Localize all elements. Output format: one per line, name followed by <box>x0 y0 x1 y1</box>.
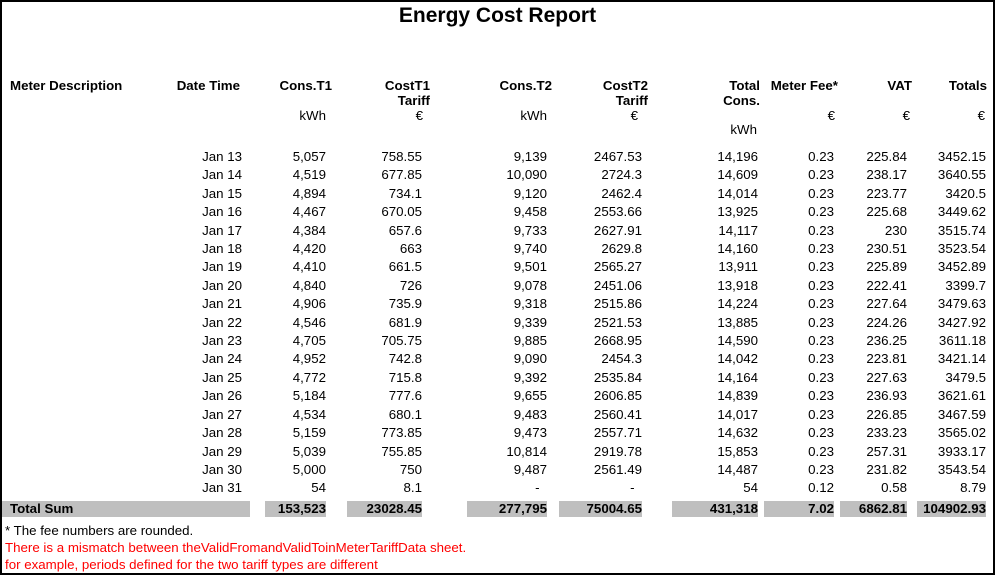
cell-meter-description <box>2 350 152 368</box>
cell-meter-fee: 0.23 <box>808 406 834 422</box>
cell-vat: 0.58 <box>881 480 907 496</box>
total-cost-t2: 75004.65 <box>554 498 650 521</box>
table-row <box>2 387 995 405</box>
cell-cost-t2: 2561.49 <box>593 461 642 477</box>
cell-totals: 3479.63 <box>937 296 986 312</box>
cell-cost-t1: 670.05 <box>381 204 422 220</box>
table-row <box>2 424 995 442</box>
cell-meter-fee: 0.23 <box>808 369 834 385</box>
col-header-totals: Totals € <box>948 78 987 123</box>
cell-cost-t2: 2451.06 <box>593 277 642 293</box>
cell-cost-t1: 742.8 <box>388 351 422 367</box>
table-row <box>2 461 995 479</box>
cell-meter-fee: 0.12 <box>808 480 834 496</box>
cell-date-time: Jan 19 <box>202 259 242 275</box>
cell-date-time: Jan 27 <box>202 406 242 422</box>
cell-vat: 231.82 <box>866 461 907 477</box>
cell-totals: 3523.54 <box>937 241 986 257</box>
cell-total-cons: 13,911 <box>718 259 758 275</box>
cell-meter-description <box>2 406 152 424</box>
tariff-warning-line2: for example, periods defined for the two tariff types are different <box>5 557 378 572</box>
cell-meter-fee: 0.23 <box>808 314 834 330</box>
table-row <box>2 369 995 387</box>
cell-cost-t1: 663 <box>399 241 422 257</box>
cell-meter-fee: 0.23 <box>808 167 834 183</box>
total-sum-label-cell <box>2 498 242 521</box>
total-sum-row <box>2 498 995 521</box>
cell-cons-t2: 9,733 <box>513 222 547 238</box>
cell-cost-t2: 2462.4 <box>601 185 642 201</box>
cell-meter-description <box>2 203 152 221</box>
table-row <box>2 443 995 461</box>
cell-cost-t1: 715.8 <box>388 369 422 385</box>
cell-date-time: Jan 25 <box>202 369 242 385</box>
cell-totals: 3452.89 <box>937 259 986 275</box>
header-spacer <box>2 137 995 148</box>
cell-meter-fee: 0.23 <box>808 296 834 312</box>
cell-cost-t2: - <box>630 480 642 496</box>
cell-totals: 3565.02 <box>937 425 986 441</box>
cell-cons-t2: 9,458 <box>513 204 547 220</box>
cell-totals: 3421.14 <box>937 351 986 367</box>
cell-total-cons: 14,117 <box>718 222 758 238</box>
cell-cons-t2: 9,139 <box>513 149 547 164</box>
cell-vat: 224.26 <box>866 314 907 330</box>
cell-cost-t2: 2724.3 <box>601 167 642 183</box>
cell-cost-t2: 2535.84 <box>593 369 642 385</box>
cell-cons-t2: 9,501 <box>513 259 547 275</box>
col-header-meter-fee: Meter Fee* € <box>770 78 838 123</box>
cell-cost-t1: 8.1 <box>403 480 422 496</box>
cell-meter-description <box>2 166 152 184</box>
table-row <box>2 166 995 184</box>
col-header-date-time: Date Time <box>176 78 240 93</box>
cell-total-cons: 14,160 <box>717 241 758 257</box>
energy-cost-table <box>2 72 995 521</box>
col-header-meter-description: Meter Description <box>10 78 123 93</box>
cell-totals: 3399.7 <box>945 277 986 293</box>
cell-cost-t2: 2629.8 <box>601 241 642 257</box>
cell-meter-description <box>2 479 152 497</box>
cell-vat: 257.31 <box>866 443 907 459</box>
cell-totals: 3479.5 <box>945 369 986 385</box>
cell-vat: 222.41 <box>866 277 907 293</box>
cell-vat: 236.25 <box>866 333 907 349</box>
cell-date-time: Jan 13 <box>202 149 242 164</box>
table-row <box>2 148 995 166</box>
table-row <box>2 350 995 368</box>
cell-total-cons: 14,224 <box>717 296 758 312</box>
cell-cost-t2: 2919.78 <box>593 443 642 459</box>
cell-date-time: Jan 29 <box>202 443 242 459</box>
cell-cons-t1: 4,467 <box>292 204 326 220</box>
cell-cons-t2: 10,090 <box>506 167 547 183</box>
cell-vat: 223.77 <box>866 185 907 201</box>
cell-cons-t1: 4,894 <box>292 185 326 201</box>
cell-meter-fee: 0.23 <box>808 333 834 349</box>
cell-cons-t1: 4,410 <box>292 259 326 275</box>
cell-cons-t2: 9,483 <box>513 406 547 422</box>
cell-cons-t1: 4,420 <box>292 241 326 257</box>
cell-vat: 230 <box>884 222 907 238</box>
table-body <box>2 148 995 498</box>
cell-meter-description <box>2 277 152 295</box>
cell-date-time: Jan 31 <box>202 480 242 496</box>
cell-date-time: Jan 30 <box>202 461 242 477</box>
cell-cons-t1: 54 <box>311 480 326 496</box>
cell-cons-t2: 10,814 <box>506 443 547 459</box>
cell-vat: 223.81 <box>866 351 907 367</box>
table-footer <box>2 498 995 521</box>
cell-date-time: Jan 17 <box>202 222 242 238</box>
cell-meter-description <box>2 148 152 166</box>
cell-cost-t1: 750 <box>399 461 422 477</box>
cell-totals: 3515.74 <box>937 222 986 238</box>
cell-vat: 227.63 <box>866 369 907 385</box>
fee-footnote: * The fee numbers are rounded. <box>5 523 194 538</box>
col-header-cost-t2: CostT2 Tariff € <box>602 78 648 123</box>
cell-vat: 238.17 <box>866 167 907 183</box>
cell-total-cons: 14,839 <box>717 388 758 404</box>
cell-vat: 225.68 <box>866 204 907 220</box>
cell-cost-t1: 758.55 <box>381 149 422 164</box>
cell-cost-t1: 735.9 <box>388 296 422 312</box>
cell-meter-description <box>2 387 152 405</box>
col-header-cons-t2: Cons.T2 kWh <box>499 78 552 123</box>
cell-cons-t1: 4,952 <box>292 351 326 367</box>
cell-cons-t2: 9,473 <box>513 425 547 441</box>
cell-cost-t1: 777.6 <box>388 388 422 404</box>
cell-date-time: Jan 18 <box>202 241 242 257</box>
col-header-vat: VAT € <box>887 78 912 123</box>
page-title: Energy Cost Report <box>398 4 597 27</box>
cell-total-cons: 13,925 <box>717 204 758 220</box>
cell-cons-t1: 4,519 <box>292 167 326 183</box>
header-row <box>2 72 995 137</box>
cell-cost-t1: 755.85 <box>381 443 422 459</box>
cell-meter-fee: 0.23 <box>808 185 834 201</box>
cell-cons-t2: 9,885 <box>513 333 547 349</box>
cell-meter-fee: 0.23 <box>808 443 834 459</box>
cell-totals: 3621.61 <box>937 388 986 404</box>
cell-totals: 3449.62 <box>937 204 986 220</box>
table-row <box>2 406 995 424</box>
cell-cost-t1: 677.85 <box>381 167 422 183</box>
cell-total-cons: 14,590 <box>717 333 758 349</box>
total-vat: 6862.81 <box>840 498 914 521</box>
col-header-total-cons: Total Cons. kWh <box>723 78 760 137</box>
cell-meter-description <box>2 332 152 350</box>
table-row <box>2 332 995 350</box>
cell-cost-t2: 2606.85 <box>593 388 642 404</box>
cell-total-cons: 14,632 <box>717 425 758 441</box>
cell-total-cons: 13,885 <box>717 314 758 330</box>
cell-cost-t2: 2521.53 <box>593 314 642 330</box>
total-totals: 104902.93 <box>914 498 995 521</box>
cell-total-cons: 14,014 <box>717 185 758 201</box>
cell-cons-t1: 4,534 <box>292 406 326 422</box>
cell-cost-t1: 680.1 <box>388 406 422 422</box>
table-row <box>2 277 995 295</box>
cell-cons-t2: 9,339 <box>513 314 547 330</box>
cell-cost-t2: 2467.53 <box>593 149 642 164</box>
tariff-warning-line1: There is a mismatch between theValidFromandValidToinMeterTariffData sheet. <box>5 540 467 555</box>
cell-meter-description <box>2 443 152 461</box>
cell-total-cons: 14,609 <box>717 167 758 183</box>
cell-totals: 3467.59 <box>937 406 986 422</box>
table-row <box>2 295 995 313</box>
col-header-cost-t1: CostT1 Tariff € <box>384 78 430 123</box>
cell-totals: 3933.17 <box>937 443 986 459</box>
cell-meter-description <box>2 222 152 240</box>
cell-date-time: Jan 26 <box>202 388 242 404</box>
footnotes <box>5 522 990 573</box>
cell-cons-t2: 9,078 <box>513 277 547 293</box>
cell-total-cons: 14,487 <box>717 461 758 477</box>
cell-cost-t2: 2560.41 <box>593 406 642 422</box>
cell-vat: 225.84 <box>866 149 907 164</box>
cell-cost-t2: 2668.95 <box>593 333 642 349</box>
cell-date-time: Jan 15 <box>202 185 242 201</box>
cell-meter-fee: 0.23 <box>808 149 834 164</box>
cell-date-time: Jan 22 <box>202 314 242 330</box>
cell-cons-t1: 5,000 <box>292 461 326 477</box>
total-cons-t2: 277,795 <box>432 498 554 521</box>
cell-meter-fee: 0.23 <box>808 461 834 477</box>
cell-totals: 8.79 <box>960 480 986 496</box>
cell-vat: 227.64 <box>866 296 907 312</box>
cell-cost-t2: 2627.91 <box>593 222 642 238</box>
cell-cost-t1: 705.75 <box>381 333 422 349</box>
cell-cons-t1: 4,384 <box>292 222 326 238</box>
cell-meter-description <box>2 424 152 442</box>
total-cost-t1: 23028.45 <box>334 498 432 521</box>
cell-cost-t2: 2454.3 <box>601 351 642 367</box>
total-total-cons: 431,318 <box>650 498 762 521</box>
cell-meter-description <box>2 258 152 276</box>
cell-meter-fee: 0.23 <box>808 259 834 275</box>
cell-total-cons: 14,196 <box>717 149 758 164</box>
table-header <box>2 72 995 148</box>
cell-total-cons: 14,017 <box>717 406 758 422</box>
cell-cons-t1: 4,772 <box>292 369 326 385</box>
cell-cons-t1: 5,057 <box>292 149 326 164</box>
table-row <box>2 240 995 258</box>
cell-cons-t2: 9,487 <box>513 461 547 477</box>
cell-cons-t1: 5,184 <box>292 388 326 404</box>
cell-date-time: Jan 14 <box>202 167 242 183</box>
cell-total-cons: 14,042 <box>717 351 758 367</box>
cell-meter-fee: 0.23 <box>808 388 834 404</box>
cell-vat: 233.23 <box>866 425 907 441</box>
cell-meter-fee: 0.23 <box>808 241 834 257</box>
cell-meter-fee: 0.23 <box>808 222 834 238</box>
cell-totals: 3640.55 <box>937 167 986 183</box>
cell-vat: 236.93 <box>866 388 907 404</box>
cell-cons-t1: 4,705 <box>292 333 326 349</box>
table-row <box>2 203 995 221</box>
cell-cons-t2: 9,318 <box>513 296 547 312</box>
cell-meter-description <box>2 461 152 479</box>
cell-cost-t2: 2557.71 <box>593 425 642 441</box>
cell-cost-t2: 2565.27 <box>593 259 642 275</box>
cell-totals: 3452.15 <box>937 149 986 164</box>
cell-date-time: Jan 28 <box>202 425 242 441</box>
cell-date-time: Jan 24 <box>202 351 242 367</box>
col-header-cons-t1: Cons.T1 kWh <box>279 78 332 123</box>
cell-meter-description <box>2 240 152 258</box>
cell-cons-t2: 9,655 <box>513 388 547 404</box>
cell-meter-fee: 0.23 <box>808 351 834 367</box>
cell-date-time: Jan 23 <box>202 333 242 349</box>
cell-total-cons: 15,853 <box>717 443 758 459</box>
total-meter-fee: 7.02 <box>762 498 840 521</box>
cell-totals: 3611.18 <box>938 333 986 349</box>
cell-cons-t2: - <box>535 480 547 496</box>
cell-vat: 226.85 <box>866 406 907 422</box>
cell-vat: 225.89 <box>866 259 907 275</box>
cell-total-cons: 13,918 <box>717 277 758 293</box>
cell-date-time: Jan 20 <box>202 277 242 293</box>
cell-meter-description <box>2 295 152 313</box>
table-row <box>2 185 995 203</box>
table-row <box>2 479 995 497</box>
cell-cost-t1: 657.6 <box>388 222 422 238</box>
cell-totals: 3420.5 <box>945 185 986 201</box>
table-row <box>2 258 995 276</box>
cell-total-cons: 14,164 <box>717 369 758 385</box>
cell-totals: 3543.54 <box>937 461 986 477</box>
cell-date-time: Jan 21 <box>202 296 242 312</box>
cell-meter-fee: 0.23 <box>808 204 834 220</box>
total-sum-label: Total Sum <box>2 501 250 517</box>
cell-cons-t2: 9,740 <box>513 241 547 257</box>
cell-cost-t1: 681.9 <box>388 314 422 330</box>
table-row <box>2 222 995 240</box>
cell-cost-t1: 726 <box>399 277 422 293</box>
cell-cons-t2: 9,120 <box>513 185 547 201</box>
table-row <box>2 314 995 332</box>
cell-cons-t1: 4,840 <box>292 277 326 293</box>
cell-cost-t2: 2553.66 <box>593 204 642 220</box>
cell-cost-t1: 661.5 <box>388 259 422 275</box>
cell-meter-description <box>2 314 152 332</box>
cell-cost-t1: 773.85 <box>381 425 422 441</box>
cell-cons-t2: 9,090 <box>513 351 547 367</box>
cell-cost-t1: 734.1 <box>388 185 422 201</box>
cell-vat: 230.51 <box>866 241 907 257</box>
cell-cons-t1: 4,906 <box>292 296 326 312</box>
cell-cost-t2: 2515.86 <box>593 296 642 312</box>
cell-cons-t2: 9,392 <box>513 369 547 385</box>
cell-total-cons: 54 <box>743 480 758 496</box>
cell-meter-description <box>2 369 152 387</box>
cell-meter-fee: 0.23 <box>808 277 834 293</box>
cell-date-time: Jan 16 <box>202 204 242 220</box>
total-cons-t1: 153,523 <box>242 498 334 521</box>
cell-cons-t1: 5,159 <box>292 425 326 441</box>
cell-cons-t1: 4,546 <box>292 314 326 330</box>
cell-cons-t1: 5,039 <box>292 443 326 459</box>
cell-meter-description <box>2 185 152 203</box>
cell-totals: 3427.92 <box>937 314 986 330</box>
cell-meter-fee: 0.23 <box>808 425 834 441</box>
